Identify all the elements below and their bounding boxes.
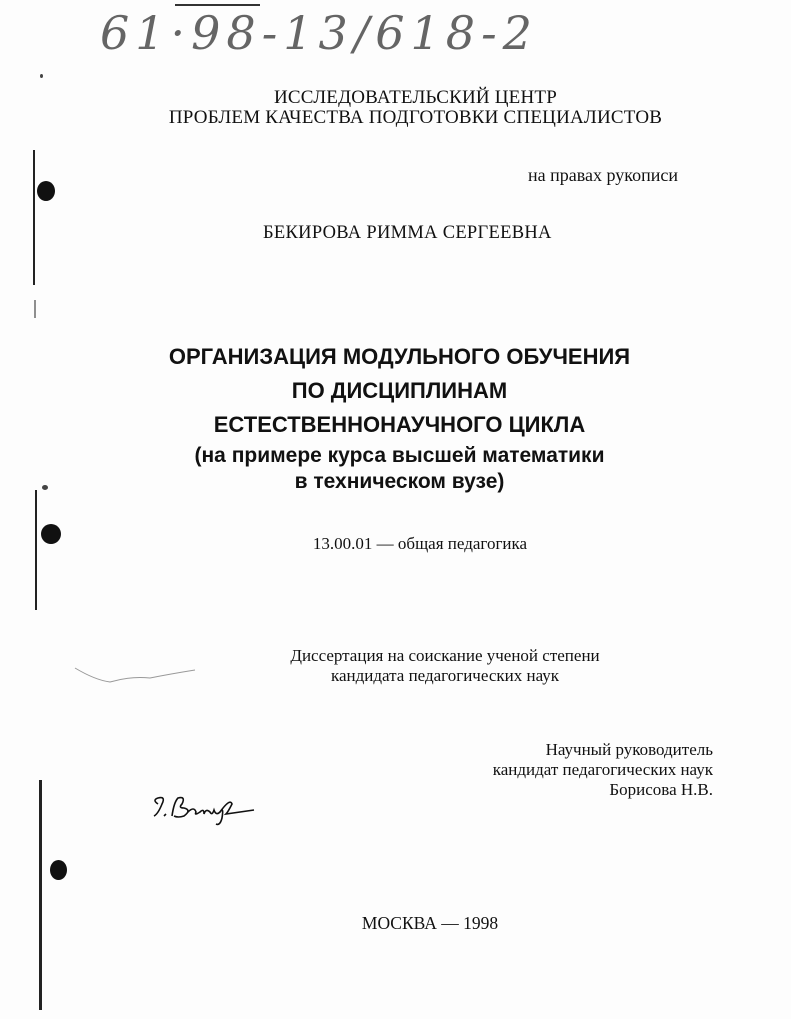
scan-margin-line-lower (35, 490, 37, 610)
advisor-role: Научный руководитель (545, 740, 713, 759)
faint-pencil-mark (70, 660, 200, 690)
subtitle-line-2: в техническом вузе) (294, 470, 505, 493)
organization-line-1: ИССЛЕДОВАТЕЛЬСКИЙ ЦЕНТР (274, 87, 557, 108)
scan-margin-line-bottom (39, 780, 42, 1010)
title-line-2: ПО ДИСЦИПЛИНАМ (291, 378, 508, 403)
degree-statement (200, 646, 690, 686)
punch-hole-1 (37, 181, 55, 201)
scan-margin-line-top (33, 150, 35, 285)
dissertation-title (0, 340, 791, 442)
ink-speck (40, 74, 43, 78)
archive-code-text: 61·98-13/618-2 (100, 6, 538, 60)
signature-icon (148, 790, 268, 830)
author-name: БЕКИРОВА РИММА СЕРГЕЕВНА (263, 223, 552, 243)
city-year: МОСКВА — 1998 (361, 913, 499, 933)
handwritten-archive-code (100, 6, 660, 96)
organization-header (0, 88, 791, 128)
scientific-advisor (420, 740, 713, 800)
title-line-1: ОРГАНИЗАЦИЯ МОДУЛЬНОГО ОБУЧЕНИЯ (168, 344, 631, 369)
organization-line-2: ПРОБЛЕМ КАЧЕСТВА ПОДГОТОВКИ СПЕЦИАЛИСТОВ (168, 107, 663, 128)
degree-line-2: кандидата педагогических наук (330, 666, 560, 685)
rights-note: на правах рукописи (528, 165, 678, 185)
title-line-3: ЕСТЕСТВЕННОНАУЧНОГО ЦИКЛА (213, 412, 586, 437)
specialty-code: 13.00.01 — общая педагогика (312, 534, 528, 553)
punch-hole-3 (50, 860, 67, 880)
advisor-name: Борисова Н.В. (609, 780, 713, 799)
subtitle-line-1: (на примере курса высшей математики (194, 444, 605, 467)
dissertation-subtitle (0, 443, 791, 495)
degree-line-1: Диссертация на соискание ученой степени (290, 646, 600, 665)
scan-margin-line-mid (34, 300, 36, 318)
punch-hole-2 (41, 524, 61, 544)
advisor-degree: кандидат педагогических наук (492, 760, 713, 779)
